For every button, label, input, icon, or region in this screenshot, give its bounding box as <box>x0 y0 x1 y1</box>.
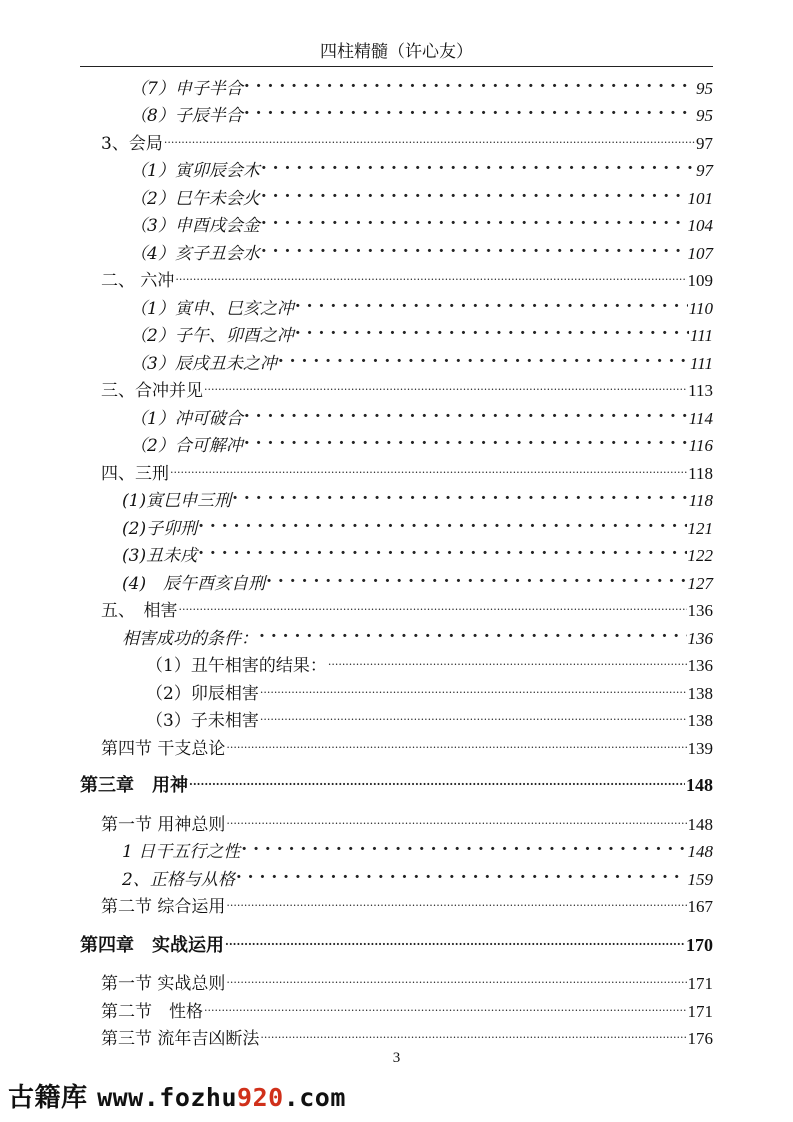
toc-entry-page: 167 <box>687 897 713 916</box>
watermark-url-prefix: www.fozhu <box>97 1083 238 1112</box>
toc-entry[interactable] <box>122 482 713 511</box>
toc-entry[interactable] <box>122 510 713 539</box>
toc-leader-dots <box>244 400 688 424</box>
toc-entry[interactable] <box>130 70 713 99</box>
toc-entry[interactable] <box>101 993 713 1022</box>
toc-entry-page: 116 <box>688 436 713 455</box>
toc-leader-dots <box>241 833 686 857</box>
page-number: 3 <box>392 1050 401 1066</box>
toc-entry-page: 138 <box>687 684 713 703</box>
toc-entry-page: 104 <box>687 216 713 235</box>
toc-leader-dots <box>164 125 695 149</box>
toc-entry[interactable] <box>130 400 713 429</box>
page-header-title: 四柱精髓（许心友） <box>320 42 473 62</box>
toc-entry-title: （1）冲可破合 <box>130 409 243 429</box>
toc-entry-title: （1）丑午相害的结果： <box>146 656 327 676</box>
toc-entry-title: (2)子卯刑 <box>122 519 198 539</box>
toc-entry-title: （1）寅申、巳亥之冲 <box>130 299 294 319</box>
toc-entry-title: (3)丑未戌 <box>122 546 198 566</box>
toc-leader-dots <box>189 767 685 791</box>
toc-entry-page: 148 <box>687 815 713 834</box>
toc-leader-dots <box>204 993 687 1017</box>
toc-leader-dots <box>175 262 686 286</box>
toc-entry-page: 122 <box>687 546 713 565</box>
toc-entry[interactable] <box>101 965 713 994</box>
toc-entry-title: 第四节 干支总论 <box>101 739 226 759</box>
site-watermark <box>8 1078 346 1118</box>
toc-entry-page: 136 <box>687 601 713 620</box>
toc-entry[interactable] <box>122 565 713 594</box>
toc-leader-dots <box>295 317 689 341</box>
toc-entry-page: 101 <box>687 189 713 208</box>
toc-entry[interactable] <box>146 647 713 676</box>
toc-leader-dots <box>170 455 687 479</box>
toc-leader-dots <box>226 965 686 989</box>
toc-entry[interactable] <box>101 372 713 401</box>
toc-entry-page: 148 <box>686 775 713 795</box>
toc-entry-title: 1 日干五行之性 <box>122 842 241 862</box>
toc-entry-title: （2）卯辰相害 <box>146 684 259 704</box>
toc-leader-dots <box>204 372 687 396</box>
toc-chapter[interactable] <box>80 767 713 796</box>
toc-entry-title: （2）子午、卯酉之冲 <box>130 326 294 346</box>
toc-entry-page: 97 <box>696 134 713 153</box>
toc-entry-title: 第二节 综合运用 <box>101 897 226 917</box>
toc-entry-title: 四、三刑 <box>101 464 169 484</box>
toc-leader-dots <box>226 888 686 912</box>
toc-leader-dots <box>179 592 687 616</box>
toc-leader-dots <box>232 482 688 506</box>
toc-entry[interactable] <box>101 888 713 917</box>
toc-leader-dots <box>328 647 687 671</box>
toc-entry[interactable] <box>130 235 713 264</box>
toc-entry[interactable] <box>130 290 713 319</box>
toc-entry[interactable] <box>130 97 713 126</box>
header-rule <box>80 66 713 67</box>
toc-entry[interactable] <box>146 702 713 731</box>
toc-entry-title: （2）合可解冲 <box>130 436 243 456</box>
toc-entry-title: （7）申子半合 <box>130 79 243 99</box>
toc-leader-dots <box>260 1020 686 1044</box>
toc-leader-dots <box>259 620 687 644</box>
toc-leader-dots <box>244 97 695 121</box>
toc-entry-page: 110 <box>688 299 713 318</box>
toc-entry-title: 3、会局 <box>101 134 163 154</box>
toc-entry-title: 第三章 用神 <box>80 775 188 796</box>
toc-entry[interactable] <box>101 592 713 621</box>
toc-entry-title: （3）申酉戌会金 <box>130 216 260 236</box>
watermark-url-number: 920 <box>237 1083 284 1112</box>
toc-entry-title: （2）巳午未会火 <box>130 189 260 209</box>
toc-entry-page: 136 <box>687 629 713 648</box>
toc-entry-title: (1)寅巳申三刑 <box>122 491 232 511</box>
toc-entry-page: 111 <box>690 326 713 345</box>
toc-entry-title: 第二节 性格 <box>101 1002 203 1022</box>
toc-entry-page: 139 <box>687 739 713 758</box>
toc-leader-dots <box>266 565 686 589</box>
toc-entry[interactable] <box>101 806 713 835</box>
toc-entry-title: 相害成功的条件： <box>122 629 258 649</box>
toc-entry[interactable] <box>122 620 713 649</box>
toc-entry-page: 148 <box>687 842 713 861</box>
toc-leader-dots <box>260 675 687 699</box>
toc-entry-title: （3）子未相害 <box>146 711 259 731</box>
toc-entry-title: （1）寅卯辰会木 <box>130 161 260 181</box>
toc-leader-dots <box>261 235 687 259</box>
toc-entry[interactable] <box>130 345 713 374</box>
toc-entry[interactable] <box>130 152 713 181</box>
toc-leader-dots <box>226 806 686 830</box>
toc-entry[interactable] <box>146 675 713 704</box>
toc-entry-title: （8）子辰半合 <box>130 106 243 126</box>
toc-leader-dots <box>198 537 686 561</box>
toc-leader-dots <box>236 861 687 885</box>
toc-entry-page: 109 <box>687 271 713 290</box>
toc-entry-page: 97 <box>696 161 713 180</box>
toc-leader-dots <box>226 730 686 754</box>
toc-entry-title: 三、合冲并见 <box>101 381 203 401</box>
toc-leader-dots <box>295 290 688 314</box>
toc-entry-page: 136 <box>687 656 713 675</box>
toc-entry[interactable] <box>101 730 713 759</box>
toc-entry-page: 171 <box>687 974 713 993</box>
toc-entry[interactable] <box>101 125 713 154</box>
toc-entry-title: 第四章 实战运用 <box>80 935 224 956</box>
toc-entry[interactable] <box>122 861 713 890</box>
toc-entry-page: 121 <box>687 519 713 538</box>
toc-entry[interactable] <box>101 1020 713 1049</box>
toc-leader-dots <box>260 702 687 726</box>
toc-entry[interactable] <box>122 537 713 566</box>
toc-leader-dots <box>225 927 685 951</box>
toc-entry-title: 五、 相害 <box>101 601 178 621</box>
toc-entry-title: （4）亥子丑会水 <box>130 244 260 264</box>
toc-entry[interactable] <box>130 317 713 346</box>
toc-chapter[interactable] <box>80 927 713 956</box>
toc-leader-dots <box>244 70 695 94</box>
toc-entry-page: 176 <box>687 1029 713 1048</box>
toc-entry-page: 127 <box>687 574 713 593</box>
toc-entry[interactable] <box>130 207 713 236</box>
toc-entry-page: 114 <box>688 409 713 428</box>
toc-entry[interactable] <box>130 180 713 209</box>
watermark-url-suffix: .com <box>283 1083 346 1112</box>
toc-entry-title: (4) 辰午酉亥自刑 <box>122 574 266 594</box>
toc-leader-dots <box>278 345 689 369</box>
toc-entry[interactable] <box>101 455 713 484</box>
toc-entry[interactable] <box>101 262 713 291</box>
toc-leader-dots <box>244 427 688 451</box>
toc-entry-page: 118 <box>688 491 713 510</box>
toc-entry-page: 159 <box>687 870 713 889</box>
toc-entry-title: （3）辰戌丑未之冲 <box>130 354 277 374</box>
toc-entry[interactable] <box>122 833 713 862</box>
toc-leader-dots <box>261 207 687 231</box>
toc-entry-page: 170 <box>686 935 713 955</box>
toc-entry-title: 第一节 实战总则 <box>101 974 226 994</box>
watermark-brand: 古籍库 <box>8 1083 98 1113</box>
toc-entry-title: 第一节 用神总则 <box>101 815 226 835</box>
toc-entry-title: 2、正格与从格 <box>122 870 235 890</box>
toc-entry[interactable] <box>130 427 713 456</box>
toc-entry-page: 95 <box>696 79 713 98</box>
toc-entry-page: 118 <box>688 464 713 483</box>
toc-entry-title: 二、 六冲 <box>101 271 175 291</box>
toc-entry-page: 95 <box>696 106 713 125</box>
toc-leader-dots <box>198 510 686 534</box>
toc-leader-dots <box>261 152 695 176</box>
toc-entry-title: 第三节 流年吉凶断法 <box>101 1029 260 1049</box>
toc-entry-page: 107 <box>687 244 713 263</box>
toc-entry-page: 111 <box>690 354 713 373</box>
toc-leader-dots <box>261 180 687 204</box>
toc-entry-page: 171 <box>687 1002 713 1021</box>
toc-entry-page: 113 <box>688 381 713 400</box>
toc-entry-page: 138 <box>687 711 713 730</box>
